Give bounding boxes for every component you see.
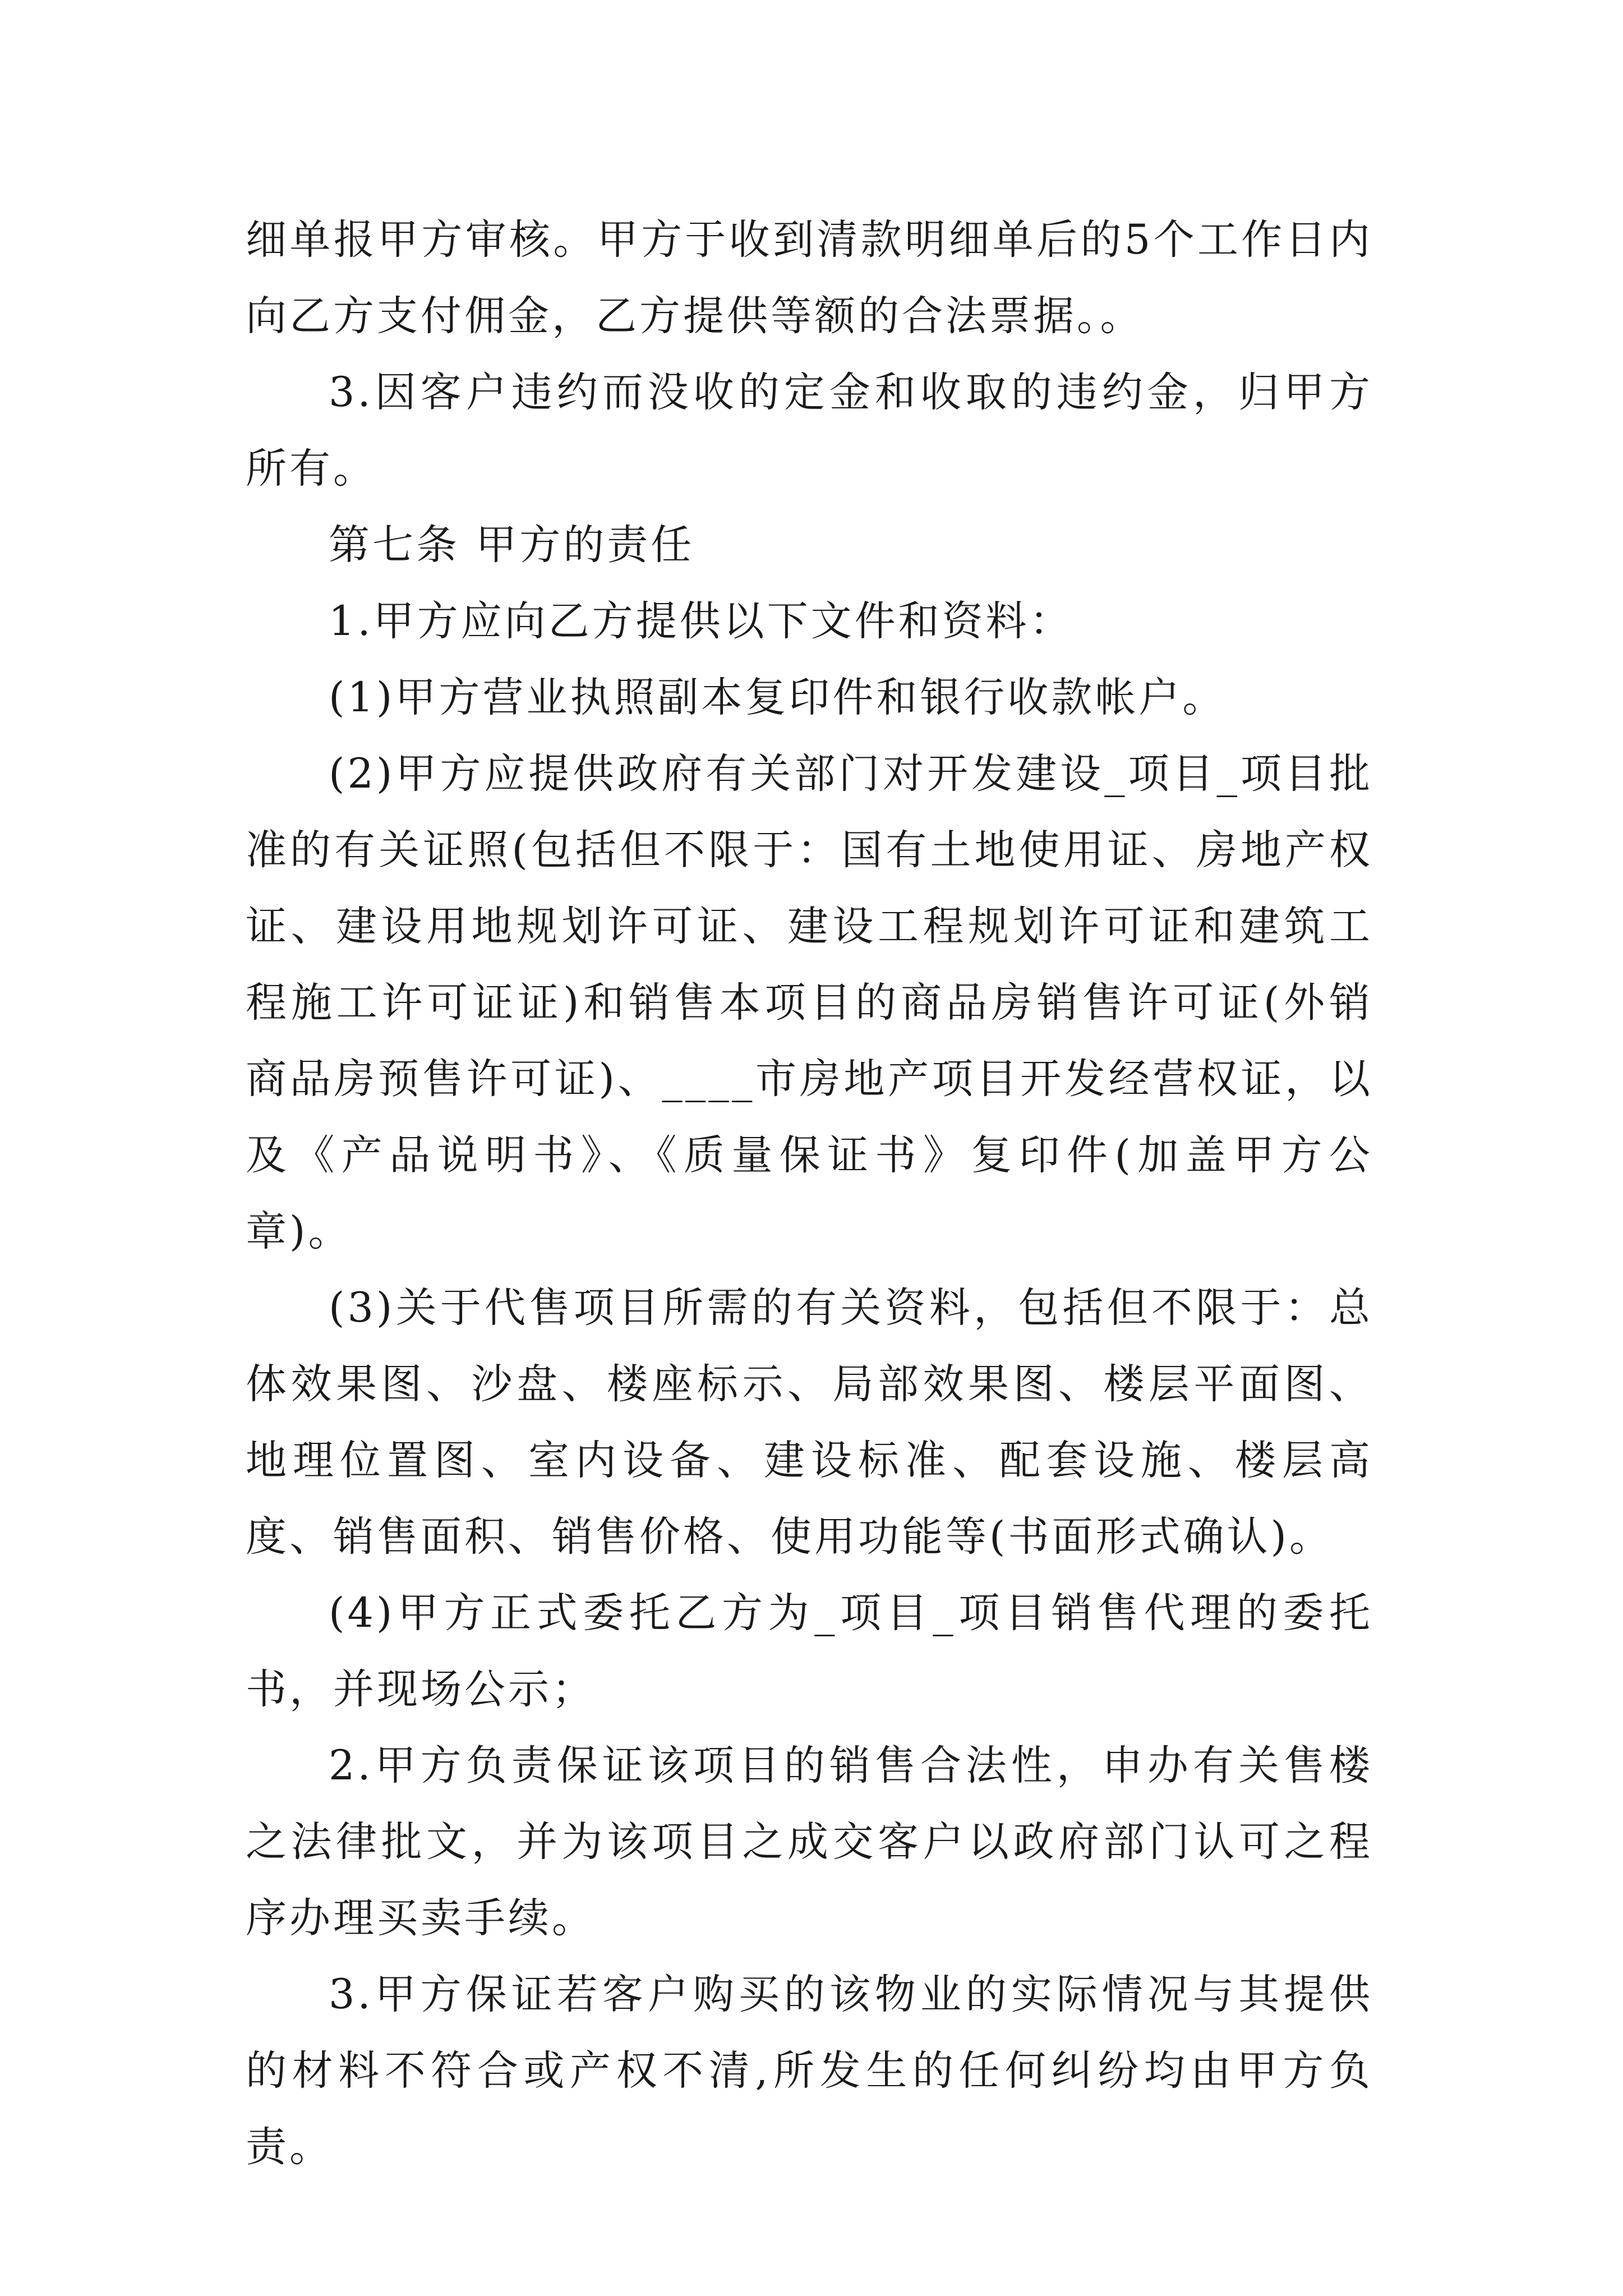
paragraph-provide-documents: 1.甲方应向乙方提供以下文件和资料： xyxy=(329,597,1073,645)
paragraph-item-1: (1)甲方营业执照副本复印件和银行收款帐户。 xyxy=(329,674,1227,721)
document-body xyxy=(246,202,1373,2185)
paragraph-item-3: (3)关于代售项目所需的有关资料，包括但不限于：总体效果图、沙盘、楼座标示、局部效果图、楼层平面图、地理位置图、室内设备、建设标准、配套设施、楼层高度、销售面积、销售价格、使用功能等(书面形式确认)。 xyxy=(246,1284,1373,1561)
paragraph-commission-payment: 细单报甲方审核。甲方于收到清款明细单后的5个工作日内向乙方支付佣金，乙方提供等额的合法票据。。 xyxy=(246,216,1373,340)
paragraph-item-4: (4)甲方正式委托乙方为_项目_项目销售代理的委托书，并现场公示； xyxy=(246,1589,1373,1713)
paragraph-forfeited-deposit: 3.因客户违约而没收的定金和收取的违约金，归甲方所有。 xyxy=(246,369,1373,493)
paragraph-sales-legality: 2.甲方负责保证该项目的销售合法性，申办有关售楼之法律批文，并为该项目之成交客户以政府部门认可之程序办理买卖手续。 xyxy=(246,1742,1373,1942)
section-heading-article-7: 第七条 甲方的责任 xyxy=(329,521,695,569)
paragraph-dispute-responsibility: 3.甲方保证若客户购买的该物业的实际情况与其提供的材料不符合或产权不清,所发生的任何纠纷均由甲方负责。 xyxy=(246,1971,1373,2171)
paragraph-item-2: (2)甲方应提供政府有关部门对开发建设_项目_项目批准的有关证照(包括但不限于：国有土地使用证、房地产权证、建设用地规划许可证、建设工程规划许可证和建筑工程施工许可证证)和销售本项目的商品房销售许可证(外销商品房预售许可证)、____市房地产项目开发经营权证，以及《产品说明书》、《质量保证书》复印件(加盖甲方公章)。 xyxy=(246,750,1373,1255)
